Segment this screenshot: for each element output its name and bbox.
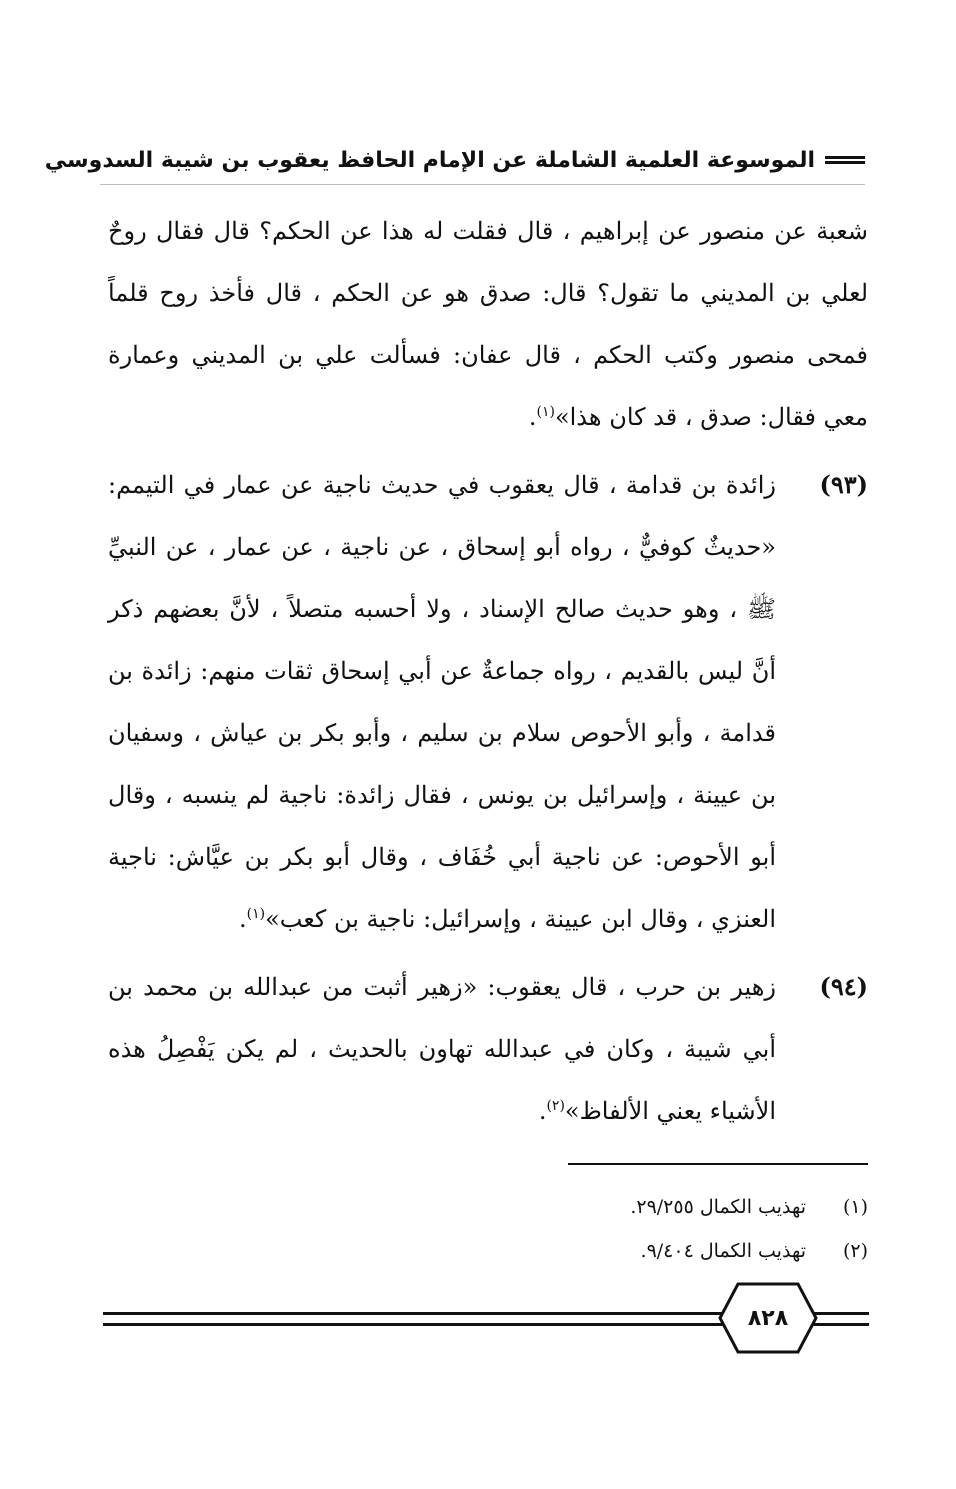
entry-end: . (238, 905, 247, 933)
entry-94 (108, 956, 868, 1142)
footnote-text: تهذيب الكمال ٩/٤٠٤. (640, 1240, 806, 1262)
entry-93 (108, 454, 868, 950)
main-text (108, 200, 868, 1142)
entry-end: . (538, 1097, 547, 1125)
footnote-separator (568, 1163, 868, 1165)
footnote-number: (١) (842, 1196, 868, 1218)
entry-number: (٩٤) (819, 972, 868, 1001)
entry-body: زائدة بن قدامة ، قال يعقوب في حديث ناجية عن عمار في التيمم: «حديثٌ كوفيٌّ ، رواه أبو إسحاق ، عن ناجية ، عن عمار ، عن النبيِّ ﷺ ، وهو حديث صالح الإسناد ، ولا أحسبه متصلاً ، لأنَّ بعضهم ذكر أنَّ ليس بالقديم ، رواه جماعةٌ عن أبي إسحاق ثقات منهم: زائدة بن قدامة ، وأبو الأحوص سلام بن سليم ، وأبو بكر بن عياش ، وسفيان بن عيينة ، وإسرائيل بن يونس ، فقال زائدة: ناجية لم ينسبه ، وقال أبو الأحوص: عن ناجية أبي خُفَاف ، وقال أبو بكر بن عيَّاش: ناجية العنزي ، وقال ابن عيينة ، وإسرائيل: ناجية بن كعب» (108, 471, 776, 933)
footnote-text: تهذيب الكمال ٢٩/٢٥٥. (630, 1196, 806, 1218)
header-rule-right (825, 156, 865, 164)
intro-text: شعبة عن منصور عن إبراهيم ، قال فقلت له هذا عن الحكم؟ قال فقال روحٌ لعلي بن المديني ما تقول؟ قال: صدق هو عن الحكم ، قال فأخذ روح قلماً فمحى منصور وكتب الحكم ، قال عفان: فسألت علي بن المديني وعمارة معي فقال: صدق ، قد كان هذا» (108, 217, 868, 431)
entry-number: (٩٣) (819, 470, 868, 499)
entry-body: زهير بن حرب ، قال يعقوب: «زهير أثبت من عبدالله بن محمد بن أبي شيبة ، وكان في عبدالله تهاون بالحديث ، لم يكن يَفْصِلُ هذه الأشياء يعني الألفاظ» (108, 973, 776, 1125)
intro-footnote-ref: (١) (536, 404, 555, 420)
page-number-badge (718, 1282, 818, 1354)
entry-text (108, 454, 776, 950)
header-title: الموسوعة العلمية الشاملة عن الإمام الحافظ يعقوب بن شيبة السدوسي (44, 147, 815, 173)
running-header (44, 140, 865, 180)
intro-end: . (528, 403, 537, 431)
footnote-item (420, 1229, 868, 1273)
entry-text (108, 956, 776, 1142)
footnote-item (420, 1185, 868, 1229)
header-thin-rule (100, 184, 865, 185)
page-number: ٨٢٨ (747, 1305, 789, 1331)
footnote-number: (٢) (842, 1240, 868, 1262)
footnotes (420, 1185, 868, 1273)
intro-paragraph (108, 200, 868, 448)
entry-footnote-ref: (٢) (546, 1098, 565, 1114)
entry-footnote-ref: (١) (246, 906, 266, 922)
